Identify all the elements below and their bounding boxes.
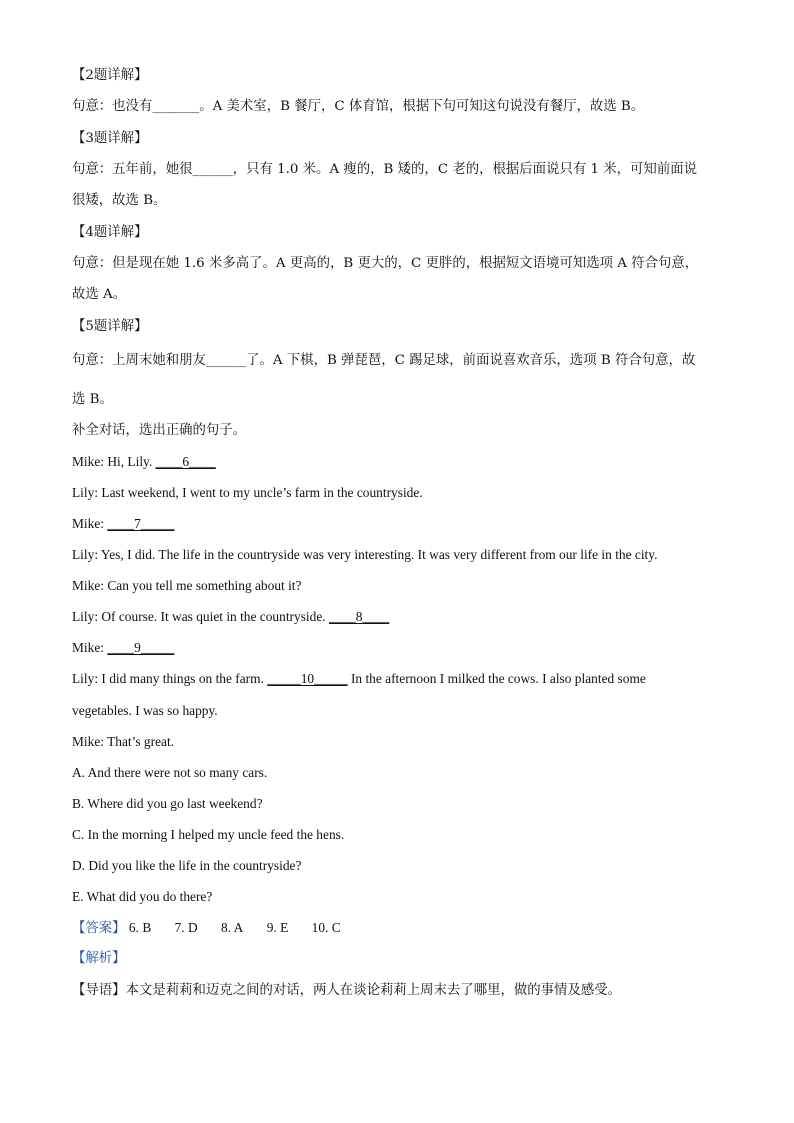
answer-tag: 【答案】 <box>72 921 126 936</box>
dialogue-line <box>72 453 216 471</box>
dialogue-text: Lily: Of course. It was quiet in the countryside. <box>72 609 329 624</box>
option-d: D. Did you like the life in the countryside? <box>72 858 302 873</box>
intro-paragraph <box>72 982 621 1000</box>
dialogue-text: Lily: I did many things on the farm. <box>72 671 268 686</box>
analysis-tag: 【解析】 <box>72 951 126 966</box>
q5-heading: 【5题详解】 <box>72 319 148 334</box>
q3-explanation-line2: 很矮，故选 B。 <box>72 193 167 208</box>
dialogue-line <box>72 484 423 502</box>
intro-tag: 【导语】 <box>72 983 126 998</box>
answer-blank-6: ____6____ <box>155 454 216 469</box>
dialogue-text: Mike: <box>72 640 108 655</box>
q3-explanation-line1: 句意：五年前，她很______，只有 1.0 米。A 瘦的，B 矮的，C 老的，根据后面说只有 1 米，可知前面说 <box>72 162 697 177</box>
answer-blank-10: _____10_____ <box>267 671 348 686</box>
q5-explanation-line1: 句意：上周末她和朋友______了。A 下棋，B 弹琵琶，C 踢足球，前面说喜欢音乐，选项 B 符合句意，故 <box>72 353 696 368</box>
option-e: E. What did you do there? <box>72 889 213 904</box>
answer-blank-9: ____9_____ <box>107 640 175 655</box>
dialogue-line <box>72 546 657 564</box>
answer-blank-7: ____7_____ <box>107 516 175 531</box>
q4-explanation-line2: 故选 A。 <box>72 287 127 302</box>
dialogue-line <box>72 702 218 720</box>
dialogue-text: Mike: Hi, Lily. <box>72 454 156 469</box>
dialogue-text: Mike: Can you tell me something about it? <box>72 578 302 593</box>
option-a: A. And there were not so many cars. <box>72 765 268 780</box>
dialogue-text: Mike: <box>72 516 108 531</box>
q3-heading: 【3题详解】 <box>72 131 148 146</box>
answer-item: 8. A <box>221 920 244 935</box>
answer-item: 7. D <box>174 920 198 935</box>
dialogue-line <box>72 639 174 657</box>
dialogue-line <box>72 733 174 751</box>
dialogue-line <box>72 577 301 595</box>
dialogue-line <box>72 515 174 533</box>
dialogue-text-continued: In the afternoon I milked the cows. I also planted some <box>347 671 646 686</box>
q4-explanation-line1: 句意：但是现在她 1.6 米多高了。A 更高的，B 更大的，C 更胖的，根据短文语境可知选项 A 符合句意， <box>72 256 699 271</box>
option-b: B. Where did you go last weekend? <box>72 796 263 811</box>
section-instruction: 补全对话，选出正确的句子。 <box>72 423 247 438</box>
option-c: C. In the morning I helped my uncle feed the hens. <box>72 827 345 842</box>
dialogue-line <box>72 670 646 688</box>
q4-heading: 【4题详解】 <box>72 225 148 240</box>
q2-explanation: 句意：也没有_______。A 美术室，B 餐厅，C 体育馆，根据下句可知这句说没有餐厅，故选 B。 <box>72 99 645 114</box>
dialogue-line <box>72 608 389 626</box>
dialogue-text: vegetables. I was so happy. <box>72 703 218 718</box>
intro-text: 本文是莉莉和迈克之间的对话，两人在谈论莉莉上周末去了哪里，做的事情及感受。 <box>125 983 622 998</box>
q5-explanation-line2: 选 B。 <box>72 392 113 407</box>
answer-blank-8: ____8____ <box>328 609 390 624</box>
answer-item: 9. E <box>266 920 289 935</box>
dialogue-text: Mike: That’s great. <box>72 734 175 749</box>
answer-key <box>72 919 361 938</box>
dialogue-text: Lily: Last weekend, I went to my uncle’s farm in the countryside. <box>72 485 423 500</box>
answer-item: 6. B <box>128 920 152 935</box>
q2-heading: 【2题详解】 <box>72 68 148 83</box>
answer-item: 10. C <box>311 920 341 935</box>
dialogue-text: Lily: Yes, I did. The life in the countryside was very interesting. It was very different from our life in the city. <box>72 547 658 562</box>
